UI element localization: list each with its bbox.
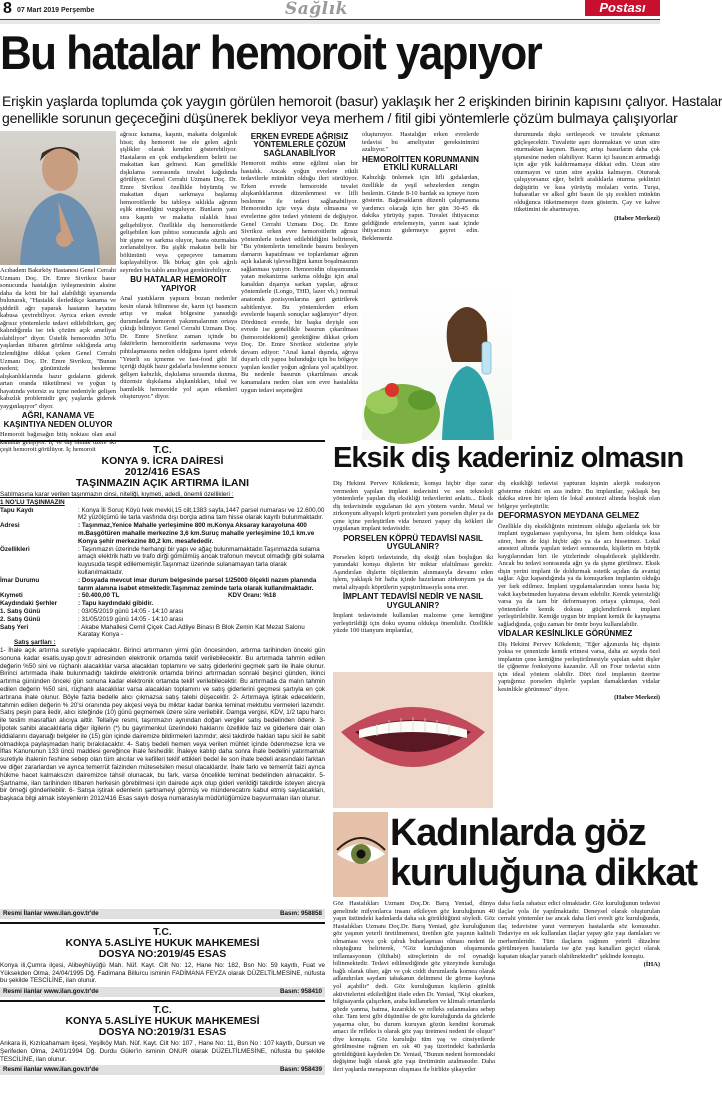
ad1-sale1-label: 1. Satış Günü xyxy=(0,608,41,616)
article1-col4-text: oluşturuyor. Hastalığın erken evrelerde tedavisi bu ameliyatın gereksinimini azaltıyor." xyxy=(362,131,479,154)
ad1-row-label: Tapu Kaydı xyxy=(0,506,34,514)
ad1-row xyxy=(0,507,325,523)
legal-ads-column xyxy=(0,440,325,1117)
ad1-footer-band xyxy=(0,909,325,919)
deck-line-2: genellikle sorunun geçeceğini düşünerek bekliyor veya merhem / fitil gibi yöntemlerle çözüm bulmaya çalışıyorlar xyxy=(2,110,678,126)
dry-eye-col1 xyxy=(333,900,495,1117)
ad1-sale1-value: : 03/05/2019 günü 14:05 - 14:10 arası xyxy=(78,608,184,616)
dental-subhead-deformation: DEFORMASYON MEYDANA GELMEZ xyxy=(498,511,640,521)
ad1-place-value: : Akabe Mahallesi Cemil Çiçek Cad.Adliye Binası B Blok Zemin Kat Mezat Salonu Karatay Konya - xyxy=(78,623,305,639)
ad1-intro: Satılmasına karar verilen taşınmazın cinsi, niteliği, kıymeti, adedi, önemli özellikleri : xyxy=(0,491,234,499)
dental-col2-text2: Özellikle diş eksikliğinin minimum olduğu ağızlarda tek bir implant uygulaması yapılıyorsa, bu işlem hem oldukça kısa sürer, hem de kişi hiçbir ağrı ya da acı hissetmez. Lokal anestezi altında yapılan tedavi sonrasında, kişilerin en büyük kaygılarından biri ile yüzlerinde oluşabilecek şişliklerdir. Ancak bu tedavi sonrasında ağrı ya da şişme görülmez. Eksik dişin yerini implant ile doldurmak estetik açıdan da avantaj sağlar. Ağız kapandığında ya da konuşurken implantın olduğu yer fark edilmez. İmplant uygulamalarından sonra hasta hiç vakit kaybetmeden hayatına devam edebilir. Kemik yetersizliği varsa ya da tam bir deformasyon ortaya çıkmışsa, özel yöntemlerle kemik dokusu güçlendirilerek implant yerleştirilebilir. Kemiğe uygun bir implant kemik ile kaynaşma sağladığında, çoğu zaman bir ömür boyu kullanılabilir. xyxy=(498,522,660,628)
page-date: 07 Mart 2019 Perşembe xyxy=(17,7,95,14)
article1-subhead-pain: AĞRI, KANAMA VE KAŞINTIYA NEDEN OLUYOR xyxy=(3,411,113,429)
dental-col1 xyxy=(333,480,493,670)
ad1-terms-head: Satış şartları : xyxy=(14,639,56,647)
dental-subhead-bridge: PORSELEN KÖPRÜ TEDAVİSİ NASIL UYGULANIR? xyxy=(343,533,483,552)
article1-col1 xyxy=(0,267,116,454)
ad1-kdv: KDV Oranı: %18 xyxy=(228,592,276,600)
article1-col2-text: ağrısız kanama, kaşıntı, makatta dolgunluk hissi; dış hemoroit ise ele gelen ağrılı şişlikler olarak kendini gösterebiliyor. Hastaların en çok endişelendiren belirti ise makattan kan gelmesi. Kan genellikle dışkılama sonrasında tuvalet kağıdında görülüyor. Genel Cerrahi Uzmanı Doç. Dr. Emre Sivrikoz özellikle büyümüş ve makattan dışarı sarkmaya başlamış hemoroitlerde bu tabloya sıklıkla ağrının eşlik etmediğini vurguluyor. Bunların yanı sıra kaşıntı ve makatta ıslaklık hissi gelişebiliyor. Özellikle dış hemoroitlerde gelişebilen kan pıhtısı sonucunda ağrılı ani bir şişme ve sarkma oluyor, hasta oturmakta zorlanabiliyor. Bu şişlik makatın belli bir bölümünü veya çepeçevre tamamını kaplayabiliyor. İlk birkaç gün çok ağrılı seyreden bu tablo ameliyat gerektirebiliyor. xyxy=(120,131,237,274)
ad1-place-row xyxy=(0,624,325,640)
article1-subhead-prevention: HEMOROİTTEN KORUNMANIN ETKİLİ KURALLARI xyxy=(362,154,479,173)
ad1-row xyxy=(0,546,325,577)
article1-col5 xyxy=(514,131,660,311)
ad2-footer-left: Resmi ilanlar www.ilan.gov.tr'de xyxy=(3,988,99,996)
ad1-sale1-row xyxy=(0,608,325,616)
article1-col2 xyxy=(120,131,237,440)
ad3-body: Ankara ili, Kızılcahamam ilçesi, Yeşilköy Mah. Nüf. Kayt. Cilt No: 107 , Hane No: 11, Bsn No : 107 kayıtlı, Dursun ve Şerifeden Olma, 24/01/1994 Dğ. Durdu Güler'in isminin ONUR olarak DÜZELTİLMESİNE, nüfusta bu şekilde TESCİLİNE, ilan olunur. xyxy=(0,1040,325,1063)
dental-headline: Eksik diş kaderiniz olmasın xyxy=(333,442,684,474)
ad1-sale2-value: : 31/05/2019 günü 14:05 - 14:10 arası xyxy=(78,615,184,623)
smile-photo xyxy=(333,672,493,808)
article1-col1-text2: Hemoroit bağırsağın bitiş noktası olan anal kanalda gelişiyor. İç ve dış olmak üzere iki çeşit hemoroit görülüyor. İç hemoroit xyxy=(0,431,116,454)
article1-col4-text2: Kabızlığı önlemek için lifli gıdalardan, özellikle de yeşil sebzelerden zengin beslenin. Günde 8-10 bardak su içmeye özen gösterin. Bağırsakların düzenli çalışmasına yardımcı olacağı için her gün 30-45 dk dakika yürüyüş yapın. Tuvalet ihtiyacınız geldiğinde ertelemeyin, yarım saat içinde ihtiyacınızı gidermeye gayret edin. Beklemeniz xyxy=(362,174,479,242)
dental-col2 xyxy=(498,480,660,808)
ad3-title-case: DOSYA NO:2019/31 ESAS xyxy=(98,1026,227,1039)
ad2-title-case: DOSYA NO:2019/45 ESAS xyxy=(98,947,227,960)
ad2-footer-band xyxy=(0,987,325,997)
ad1-place-label: Satış Yeri xyxy=(0,623,29,631)
ad3-title-tc: T.C. xyxy=(153,1004,172,1017)
ad3-footer-left: Resmi ilanlar www.ilan.gov.tr'de xyxy=(3,1066,99,1074)
ad1-row-value: : Konya İli Soruç Köyü Ivek mevkii,15 cilt,1383 sayfa,1447 parsel numarası ve 12.600,00 M2 yüzölçümü ile tarla vasfında dışı borçla adına tam hisse olarak kayıtlı bulunmaktadır. xyxy=(78,506,325,522)
ad1-row-value: : Taşınmaz,Yenice Mahalle yerleşimine 800 m.Konya Aksaray karayoluna 400 m.Başgötüren mahalle merkezine 3,6 km.Suruç mahalle yerleşimine 10,1 km.ve Konya şehir merkezine 80,2 km. mesafededir. xyxy=(78,522,315,545)
ad1-footer-right: Basın: 958858 xyxy=(279,910,322,917)
ad1-title-notice: TAŞINMAZIN AÇIK ARTIRMA İLANI xyxy=(75,477,250,490)
ad1-row-label: İmar Durumu xyxy=(0,576,40,584)
dental-col1-text2: Porselen köprü tedavisinde, diş eksiği olan boşluğun iki yanındaki komşu dişlerin bir miktar ufaltılması gerekir. Aşındırılan dişlerin ölçülerinin alınmasıyla devamı eden işlem, yaklaşık bir hafta içinde hazırlanan zirkonyum ya da metal altyapılı köprülerin yapıştırılmasıyla sona erer. xyxy=(333,553,493,591)
ad2-body: Konya ili,Çumra ilçesi, Alibeyhüyüğü Mah. Nüf. Kayt. Cilt No: 12, Hane No: 182, Bsn No: 59 kayıtlı, Fuat ve Yüksekden Olma, 24/04/1995 Dğ. Fadimana Billurcu isminin FADİMANA FEYZA olarak DÜZELTİLMESİNE, nüfusta bu şekilde TESCİLİNE, ilan olunur. xyxy=(0,961,325,985)
article1-col3 xyxy=(241,131,358,440)
ad2-footer-right: Basın: 958410 xyxy=(279,988,322,996)
ad1-row-label: Adresi xyxy=(0,522,20,530)
ad3-footer-right: Basın: 958439 xyxy=(279,1066,322,1074)
article-headline: Bu hatalar hemoroit yapıyor xyxy=(0,27,542,80)
ad-top-rule xyxy=(0,440,325,442)
article1-subhead-early-stage: ERKEN EVREDE AĞRISIZ YÖNTEMLERLE ÇÖZÜM SAĞLANABİLİYOR xyxy=(250,132,349,158)
ad1-value: : 50.400,00 TL xyxy=(78,592,120,600)
ad2-top-rule xyxy=(0,922,325,924)
dry-eye-col2-text: daha fazla rahatsız edici olmaktadır. Göz kuruluğunun tedavisi ilaçlar yola ile yapılmaktadır. Deneysel olarak oluşturulan cerrahi yöntemler ise ancak daha ileri evreli göz kuruluğunda, ilaç tedavisine yanıt vermeyen hastalarda söz konusudur. Tedaviye en sık kullanılan ilaçlar yapay göz yaşı damlaları ve merhemleridir. Tüm ilaçların rağmen yeterli düzelme görülmeyen hastalarda ise göz yaşı kanalları geçici olarak kapatan tıkaçlar yararlı olabilmektedir" şeklinde konuştu. xyxy=(498,900,660,960)
article-deck xyxy=(2,93,722,127)
dry-eye-col1-text: Göz Hastalıkları Uzmanı Doç.Dr. Barış Yeniad, dünya genelinde milyonlarca insanı etkileyen göz kuruluğunun 40 yaşın üstündeki kadınlarda daha sık görüldüğünü söyledi. Göz Hastalıkları Uzmanı Doç.Dr. Barış Yeniad, göz kuruluğunun göz yaşının yeterli üretilmemesi, üretilen göz yaşının kaliteli olmaması veya çok çabuk buharlaşması olması nedeni ile oluştuğunu belirterek, "Göz kuruluğunun oluşumunda inflamasyonun (iltihabi) süreçlerinin de rol oynadığı bilinmektedir. Tedavi edilmediğinde göz yüzeyinde kuruluğa bağlı olarak ülser, ağrı ve çok ciddi durumlarda kornea olarak adlandırılan saydam tabakanın delinmesi ile görme kaybına yol açabilir" dedi. Göz kuruluğunun kişilerin günlük aktivitelerini etkilediğini ifade eden Dr. Yeniad, "Kişi okurken, bilgisayarda çalışırken, araba kullanırken ve klimalı ortamlarda gözde yanma, batma, kızarıklık ve refleks sulanmalara sebep olur. Tam tersi gibi düşünülse de göz kuruluğunda da gözlerde yaşarma olur, bu durum kuruyan gözün kendini korumak amacı ile refleks is olarak göz yaşı üretmesi nedeni ile oluşur" diye konuştu. Göz kuruluğu tüm yaş ve cinsiyetlerde görülmesine rağmen en sık 40 yaş üzerindeki kadınlarda görüldüğünü kaydeden Dr. Yeniad, "Bunun nedeni hormondaki değişime bağlı olarak göz yaşı üretiminin azalmasıdır. Daha ileri yaşlarda menapozun oluşması ile birlikte şikayetler xyxy=(333,900,496,1074)
ad1-value-row xyxy=(0,592,325,600)
ad1-rows xyxy=(0,507,325,593)
dry-eye-headline-line2: kuruluğuna dikkat xyxy=(390,852,697,894)
dry-eye-col2 xyxy=(498,900,660,1117)
article1-credit: (Haber Merkezi) xyxy=(614,215,660,223)
ad1-conditions-value: : Tapu kaydındaki gibidir. xyxy=(78,600,154,608)
dental-credit: (Haber Merkezi) xyxy=(614,694,660,702)
dental-col2-text3: Diş Hekimi Pervev Kökdemir, "Eğer ağzınızda hiç dişiniz yoksa ve çenenizde kemik erimesi varsa, daha az sayıda özel implantın çene kemiğine yerleştirilmesiyle yapılan sabit dişler ile çiğneme fonksiyonu kazanılır. All on Four tedavisi sizin için ideal yöntem olabilir. Dört özel implantın üzerine yaptığımız porselen dişlerle yapılan damaklardan vidalar kesinlikle görünmez" diyor. xyxy=(498,640,660,693)
article1-col2-text2: Anal yastıkların yapısını bozan nedenler kesin olarak bilinmese de, karın içi basıncın artışı ve makat bölgesine yansıdığı durumlarda hemoroit yakınmalarının ortaya çıktığı biliniyor. Genel Cerrahi Uzmanı Doç. Dr. Emre Sivrikoz zaman içinde bu faktörlerin hemoroitlerin sarkmasına veya pıhtılaşmasına neden olduğuna işaret ederek "Yeterli su içmeme ve fast-food gibi lif içeriği düşük hazır gıdalarla beslenme sonucu gelişen kabızlık, dışkılama sırasında ıkınma, düzensiz dışkılama alışkanlıkları, ishal ve hamilelik hemoroide yol açan etkenleri oluşturuyor." diyor. xyxy=(120,295,237,401)
ad3-footer-band xyxy=(0,1065,325,1075)
ad3-top-rule xyxy=(0,1000,325,1002)
ad1-conditions-label: Kaydındaki Şerhler xyxy=(0,600,58,608)
ad1-value-label: Kıymeti xyxy=(0,592,23,600)
ad1-title-office: KONYA 9. İCRA DAİRESİ xyxy=(101,455,224,468)
page-number: 8 xyxy=(3,0,12,17)
ad1-title-tc: T.C. xyxy=(153,444,172,456)
ad1-title-case: 2012/416 ESAS xyxy=(124,466,201,479)
section-title: Sağlık xyxy=(285,0,348,19)
article1-col3-text: Hemoroit mühis etme eğilimi olan bir hastalık. Ancak yoğun evrelere etkili tedavilerle mümkün olduğu ileri sürülüyor. Erken evrede hemoroide tuvalet alışkanlıklarının düzenlenmesi ve lifli beslenme ile tedavi sağlanabiliyor. Hemoroidin içte veya dışta olmasına ve evrelerine göre tedavi yöntemi de değişiyor. Genel Cerrahi Uzmanı Doç. Dr. Emre Sivrikoz erken evre hemoroitlerin ağrısız yöntemlerle tedavi edilebildiğini belirterek, "Bu yöntemlerin temelinde basuru besleyen damarın kapatılması ve toplardamar ağının açık kalarak işlevselliğini kanın boşalmasının sağlanması yatıyor. Hemoroidin oluşumunda yatan mekanizma sarkma olduğu için anal kanaldan dışarıya sarkan yapılar, ağrısız yöntemlerle (Longo, THD, lazer vb.) normal anatomik pozisyonlarına geri getirilerek sabitleniyor. Bu yöntemlerden erken evrelerde başarılı sonuçlar sağlanıyor" diyor. Dördüncü evrede, bir başka deyişle son evrede ise genellikle basurun çıkarılması (hemoroidektomi) gerektiğine dikkat çeken Doç. Dr. Emre Sivrikoz sözlerine şöyle devam ediyor: "Anal kanal dışında, ağrıya duyarlı cilt yapısı bulunduğu için bu bölgeye yapılan kesiler yoğun ağrılara yol açabiliyor. Bu nedenle basurun çıkartılması ancak kanamalara neden olan son evre hastalıkta uygun tedavi seçeneğini xyxy=(241,160,358,394)
header-strip xyxy=(0,20,660,24)
ad3-title-court: KONYA 5.ASLİYE HUKUK MAHKEMESİ xyxy=(65,1015,260,1028)
deck-line-1: Erişkin yaşlarda toplumda çok yaygın görülen hemoroit (basur) yaklaşık her 2 erişkinden birinin kapısını çalıyor. Hastalar xyxy=(2,93,722,109)
ad1-row-value: : Taşınmazın üzerinde herhangi bir yapı ve ağaç bulunmamaktadır.Taşınmazda sulama amaçlı elektrik hattı ve trafo dirği gömülmüş ancak trafonun mevcut olmadığı gibi sulama kuyusuda tespit edilememiştir.Taşınmaz üzerinde sulanamayan tarla olarak kullanılmaktadır. xyxy=(78,545,325,577)
dry-eye-headline-line1: Kadınlarda göz xyxy=(390,812,646,854)
ad1-item-head: 1 NO'LU TAŞINMAZIN xyxy=(0,498,65,506)
eye-photo xyxy=(333,812,388,897)
dental-col1-text3: İmplant tedavisinde kullanılan malzeme çene kemiğine yerleştirildiği için doku uyumu oldukça önemlidir. Özellikle yüzde 100 titanyum implantlar, xyxy=(333,612,493,635)
ad1-conditions-row xyxy=(0,600,325,608)
article1-col1-text: Acıbadem Bakırköy Hastanesi Genel Cerrahi Uzmanı Doç. Dr. Emre Sivrikoz basur sonucunda hastalığın iyileşmesinin aksine daha da kötü bir hal alabildiği uyarısında bulunarak, "Hastalık ilerledikçe kanama ve şiddetli ağrı yaparak hastanın hayatını kabusa çevirebiliyor. Ayrıca erken evrede ağrısız yöntemlerle tedavi edilebilirken, geç kalındığında ise tek çözüm açık ameliyat olabiliyor" diyor. Üstelik hemoroidin 30'lu yaşlardan itibaren görülme sıklığında artış izlendiğine dikkat çeken Genel Cerrahi Uzmanı Doç. Dr. Emre Sivrikoz, "Bunun nedeni; günümüzde beslenme alışkanlıklarında hazır gıdaların giderek artan oranda tüketilmesi ve yoğun iş hayatında yetersiz su içme nedeniyle gelişen kabızlık problemidir geç yaşlarda giderek yaygınlaşıyor" diyor. xyxy=(0,267,116,410)
man-in-pain-photo xyxy=(0,131,116,265)
dry-eye-credit: (İHA) xyxy=(643,961,660,969)
ad1-terms: 1- İhale açık artırma suretiyle yapılacaktır. Birinci artırmanın yirmi gün öncesinden, artırma tarihinden önceki gün sonuna kadar esatis.uyap.gov.tr adresinden elektronik ortamda teklif verilebilecektir. Bu artırmada tahmin edilen değerin %50 sini ve rüçhanlı alacaklılar varsa alacakları toplamını ve satış giderlerini geçmek şartı ile ihale olunur. Birinci artırmada ihale bulunmadığı takdirde elektronik ortamda birinci artırmadan sonraki beşinci günden, ikinci artırma gününden önceki gün sonuna kadar elektronik ortamda teklif verilebilecektir. Bu artırmada da malın tahmin edilen değerin %50 sini, rüçhanlı alacaklılar varsa alacakları toplamını ve satış giderlerini geçmesi şartıyla en çok artırana ihale olunur. Böyle fazla bedelle alıcı çıkmazsa satış talebi düşecektir. 2- Artırmaya iştirak edeceklerin, tahmin edilen değerin % 20'si oranında pey akçesi veya bu miktar kadar banka teminat mektubu vermeleri lazımdır. Satış peşin para iledir, alıcı isteğinde (10) günü geçmemek üzere süre verilebilir. Damga vergisi, KDV, 1/2 tapu harcı ile teslim masrafları alıcıya aittir. Tellaliye resmi, taşınmazın aynından doğan vergiler satış bedelinden ödenir. 3- İpotek sahibi alacaklılarla diğer ilgilerin (*) bu gayrimenkul üzerindeki haklarını özellikle faiz ve giderlere dair olan iddialarını dayanağı belgeler ile (15) gün içinde dairemize bildirmeleri lazımdır; aksi takdirde hakları tapu sicil ile sabit olmadıkça paylaşmadan hariç bırakılacaktır. 4- Satış bedeli hemen veya verilen mühlet içinde ödenmezse İcra ve İflas Kanununun 133 üncü maddesi gereğince ihale feshedilir. İhaleye katılıp daha sonra ihale bedelini yatırmamak suretiyle ihalenin feshine sebep olan tüm alıcılar ve kefilleri teklif ettikleri bedel ile son ihale bedeli arasındaki farktan ve diğer zararlardan ve ayrıca temerrüt faizinden müteselsilen mesul olacaklardır. İhale farkı ve temerrüt faizi ayrıca hükme hacet kalmaksızın dairemizce tahsil olunacak, bu fark, varsa öncelikle teminat bedelinden alınacaktır. 5- Şartname, ilan tarihinden itibaren herkesin görebilmesi için dairede açık olup gideri verildiği takdirde isteyen alıcıya bir örneği gönderilebilir. 6- Satışa iştirak edenlerin şartnameyi görmüş ve münderecatını kabul etmiş sayılacakları, başkaca bilgi almak isteyenlerin 2012/416 Esas sayılı dosya numarasıyla müdürlüğümüze başvurmaları ilan olunur. xyxy=(0,647,325,803)
article1-col5-text: durumunda dışkı sertleşecek ve tuvalete çıkmanız güçleşecektir. Tuvalette aşırı ıkınmaktan ve uzun süre oturmaktan kaçının. Basınç artışı basurların daha çok şişmesine neden olabiliyor. Karın içi basıncın artmadığı için ağır yük kaldırmamaya dikkat edin. Uzun süre oturmayın ve uzun süre ayakta kalmayın. Oturarak çalışıyorsanız eğer, belirli aralıklarla oturma şeklinizi değiştirin ve kısa yürüyüş molaları verin. Turşu, baharatlar ve alkol gibi basın ile şiş ecekleri münkün olduğunca tüketmemeye özen gösterin. Çay ve kahve tüketimini de abartmayın. xyxy=(514,131,660,214)
newspaper-logo: Postası xyxy=(585,0,660,16)
ad1-row xyxy=(0,522,325,545)
ad1-sale2-row xyxy=(0,616,325,624)
page-header xyxy=(0,0,660,20)
ad1-footer-left: Resmi İlanlar www.ilan.gov.tr'de xyxy=(3,910,99,917)
ad1-row xyxy=(0,577,325,593)
dental-col1-text: Diş Hekimi Pervev Kökdemir, komşu hiçbir dişe zarar vermeden yapılan implant tedavisini ve son teknoloji yöntemlerle yapılan diş eksikliği tedavilerini anlattı... Eksik diş tedavisinde uygulanan iki ayrı yöntem vardır. Metal ve zirkonyum altyapılı köprü protezleri yanı porselen dişler ya da çene içine yerleştirilen vida benzeri yapay diş kökleri ile uygulanan implant tedavisidir. xyxy=(333,480,493,533)
dental-subhead-implant: İMPLANT TEDAVİSİ NEDİR VE NASIL UYGULANIR? xyxy=(342,592,484,610)
woman-with-water-photo xyxy=(362,282,512,440)
dental-col2-text: diş eksikliği tedavisi yapturan kişinin alerjik reaksiyon gösterme riskini en aza indirir. Bu implantlar, yaklaşık beş dakika süren bir işlem ile lokal anestezi altında boşluk olan bölgeye yerleştirilir. xyxy=(498,480,660,510)
ad1-row-label: Özellikleri xyxy=(0,545,30,553)
ad1-row-value: : Dosyada mevcut imar durum belgesinde parsel 1/25000 ölçekli nazım planında tarım alanına isabet etmektedir.Taşınmaz zeminde tarla olarak kullanılmaktadır. xyxy=(78,576,317,592)
ad2-title-tc: T.C. xyxy=(153,925,172,938)
dental-subhead-screws: VİDALAR KESİNLİKLE GÖRÜNMEZ xyxy=(498,629,633,639)
ad1-sale2-label: 2. Satış Günü xyxy=(0,615,41,623)
article1-subhead-mistakes: BU HATALAR HEMOROİT YAPIYOR xyxy=(130,275,227,293)
ad2-title-court: KONYA 5.ASLİYE HUKUK MAHKEMESİ xyxy=(65,936,260,949)
